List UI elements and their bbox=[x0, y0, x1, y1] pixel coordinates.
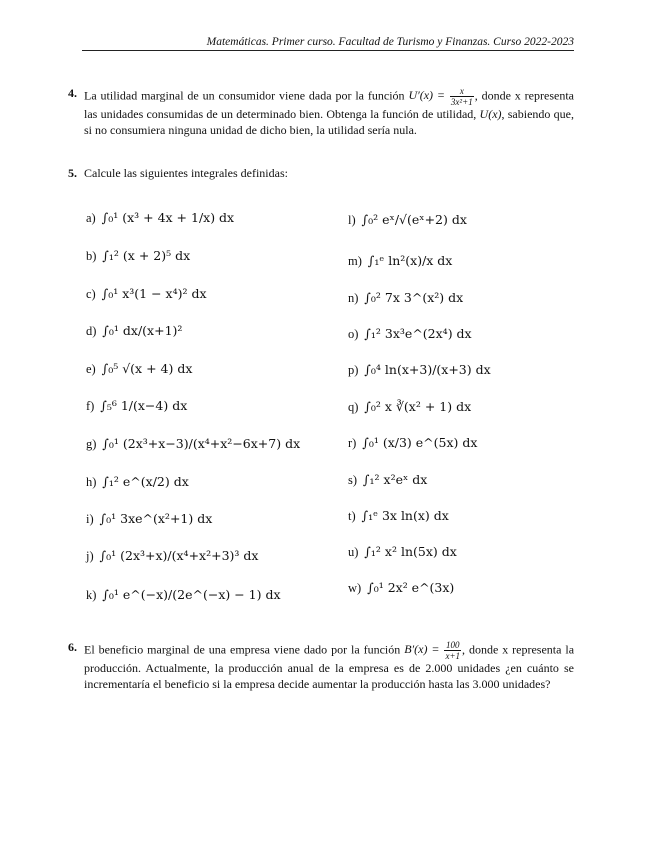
integral-w-expr: ∫₀¹ 2x² e^(3x) bbox=[367, 580, 455, 595]
integral-a bbox=[86, 210, 234, 226]
problem-5-text: Calcule las siguientes integrales definidas: bbox=[84, 166, 288, 180]
problem-4-formula-lhs: U′(x) = bbox=[408, 88, 446, 103]
problem-6-formula-lhs: B′(x) = bbox=[404, 642, 440, 657]
problem-4-denominator: 3x²+1 bbox=[450, 97, 473, 107]
integral-r-expr: ∫₀¹ (x/3) e^(5x) dx bbox=[362, 435, 478, 450]
problem-6-numerator: 100 bbox=[445, 640, 460, 650]
problem-4-numerator: x bbox=[450, 86, 474, 97]
problem-4-text-end: , sabiendo que, si no consumiera ninguna unidad de dicho bien, la utilidad sería nula. bbox=[84, 107, 574, 137]
integral-h-expr: ∫₁² e^(x/2) dx bbox=[102, 474, 189, 489]
integral-k-expr: ∫₀¹ e^(−x)/(2e^(−x) − 1) dx bbox=[102, 587, 281, 602]
integral-o-expr: ∫₁² 3x³e^(2x⁴) dx bbox=[364, 326, 472, 341]
integral-j bbox=[86, 548, 258, 564]
page-header: Matemáticas. Primer curso. Facultad de Turismo y Finanzas. Curso 2022-2023 bbox=[82, 36, 574, 51]
integral-i-label: i) bbox=[86, 512, 94, 526]
integral-p-label: p) bbox=[348, 363, 359, 377]
integral-g-label: g) bbox=[86, 437, 97, 451]
integral-n bbox=[348, 290, 463, 306]
integral-w bbox=[348, 580, 454, 596]
integral-w-label: w) bbox=[348, 581, 362, 595]
integral-q-expr: ∫₀² x ∛(x² + 1) dx bbox=[364, 399, 472, 414]
integral-i-expr: ∫₀¹ 3xe^(x²+1) dx bbox=[99, 511, 213, 526]
problem-6-fraction bbox=[444, 640, 461, 661]
integral-q-label: q) bbox=[348, 400, 359, 414]
problem-4-formula bbox=[408, 86, 474, 107]
integral-f bbox=[86, 398, 187, 414]
integral-k-label: k) bbox=[86, 588, 97, 602]
integral-m bbox=[348, 253, 452, 269]
integral-r-label: r) bbox=[348, 436, 357, 450]
problem-6-text-after: , donde x representa la producción. Actualmente, la producción anual de la empresa es de 2.000 unidades ¿en cuánto se incrementaría el beneficio si la empresa decide aumentar la producción hasta las 3.000 unidades? bbox=[84, 642, 575, 691]
problem-4-fraction bbox=[450, 86, 474, 107]
problem-4-text-before: La utilidad marginal de un consumidor viene dada por la función bbox=[84, 88, 405, 103]
integral-u-label: u) bbox=[348, 545, 359, 559]
integral-b-label: b) bbox=[86, 249, 97, 263]
integral-h bbox=[86, 474, 189, 490]
problem-4 bbox=[68, 86, 574, 138]
integral-s-label: s) bbox=[348, 473, 358, 487]
problem-6-text-before: El beneficio marginal de una empresa viene dado por la función bbox=[84, 642, 401, 657]
problem-6 bbox=[68, 640, 574, 692]
integral-c-expr: ∫₀¹ x³(1 − x⁴)² dx bbox=[101, 286, 207, 301]
integral-s-expr: ∫₁² x²eˣ dx bbox=[363, 472, 428, 487]
integral-d-label: d) bbox=[86, 324, 97, 338]
integral-m-expr: ∫₁ᵉ ln²(x)/x dx bbox=[367, 253, 453, 268]
problem-6-text bbox=[84, 640, 574, 692]
integral-j-expr: ∫₀¹ (2x³+x)/(x⁴+x²+3)³ dx bbox=[99, 548, 259, 563]
integral-j-label: j) bbox=[86, 549, 94, 563]
integral-q bbox=[348, 399, 471, 415]
problem-4-function-name: U(x) bbox=[479, 107, 502, 121]
integral-c bbox=[86, 286, 207, 302]
integral-e-label: e) bbox=[86, 362, 96, 376]
integral-t-expr: ∫₁ᵉ 3x ln(x) dx bbox=[361, 508, 449, 523]
problem-6-formula bbox=[404, 640, 462, 661]
integral-d-expr: ∫₀¹ dx/(x+1)² bbox=[102, 323, 183, 338]
integral-t-label: t) bbox=[348, 509, 356, 523]
integral-f-label: f) bbox=[86, 399, 95, 413]
integral-t bbox=[348, 508, 449, 524]
problem-4-text bbox=[84, 86, 574, 138]
integral-list bbox=[86, 200, 556, 620]
problem-4-number: 4. bbox=[68, 86, 77, 100]
integral-p-expr: ∫₀⁴ ln(x+3)/(x+3) dx bbox=[364, 362, 491, 377]
integral-l-label: l) bbox=[348, 213, 356, 227]
integral-l-expr: ∫₀² eˣ/√(eˣ+2) dx bbox=[361, 212, 467, 227]
integral-d bbox=[86, 323, 182, 339]
integral-b-expr: ∫₁² (x + 2)⁵ dx bbox=[102, 248, 191, 263]
integral-o bbox=[348, 326, 472, 342]
integral-f-expr: ∫₅⁶ 1/(x−4) dx bbox=[100, 398, 188, 413]
integral-g-expr: ∫₀¹ (2x³+x−3)/(x⁴+x²−6x+7) dx bbox=[102, 436, 301, 451]
problem-4-text-after: , donde x representa las unidades consumidas de un determinado bien. Obtenga la función de utilidad, bbox=[84, 88, 574, 121]
integral-h-label: h) bbox=[86, 475, 97, 489]
integral-l bbox=[348, 212, 467, 228]
integral-b bbox=[86, 248, 190, 264]
problem-5 bbox=[68, 166, 574, 182]
integral-g bbox=[86, 436, 300, 452]
integral-r bbox=[348, 435, 477, 451]
integral-p bbox=[348, 362, 491, 378]
integral-o-label: o) bbox=[348, 327, 359, 341]
problem-6-denominator: x+1 bbox=[445, 651, 461, 661]
integral-a-expr: ∫₀¹ (x³ + 4x + 1/x) dx bbox=[101, 210, 235, 225]
integral-a-label: a) bbox=[86, 211, 96, 225]
integral-c-label: c) bbox=[86, 287, 96, 301]
problem-5-number: 5. bbox=[68, 166, 77, 180]
integral-n-expr: ∫₀² 7x 3^(x²) dx bbox=[364, 290, 464, 305]
integral-u-expr: ∫₁² x² ln(5x) dx bbox=[364, 544, 457, 559]
integral-s bbox=[348, 472, 427, 488]
integral-m-label: m) bbox=[348, 254, 362, 268]
integral-e-expr: ∫₀⁵ √(x + 4) dx bbox=[101, 361, 193, 376]
integral-k bbox=[86, 587, 281, 603]
integral-n-label: n) bbox=[348, 291, 359, 305]
integral-e bbox=[86, 361, 192, 377]
problem-6-number: 6. bbox=[68, 640, 77, 654]
integral-u bbox=[348, 544, 457, 560]
integral-i bbox=[86, 511, 212, 527]
